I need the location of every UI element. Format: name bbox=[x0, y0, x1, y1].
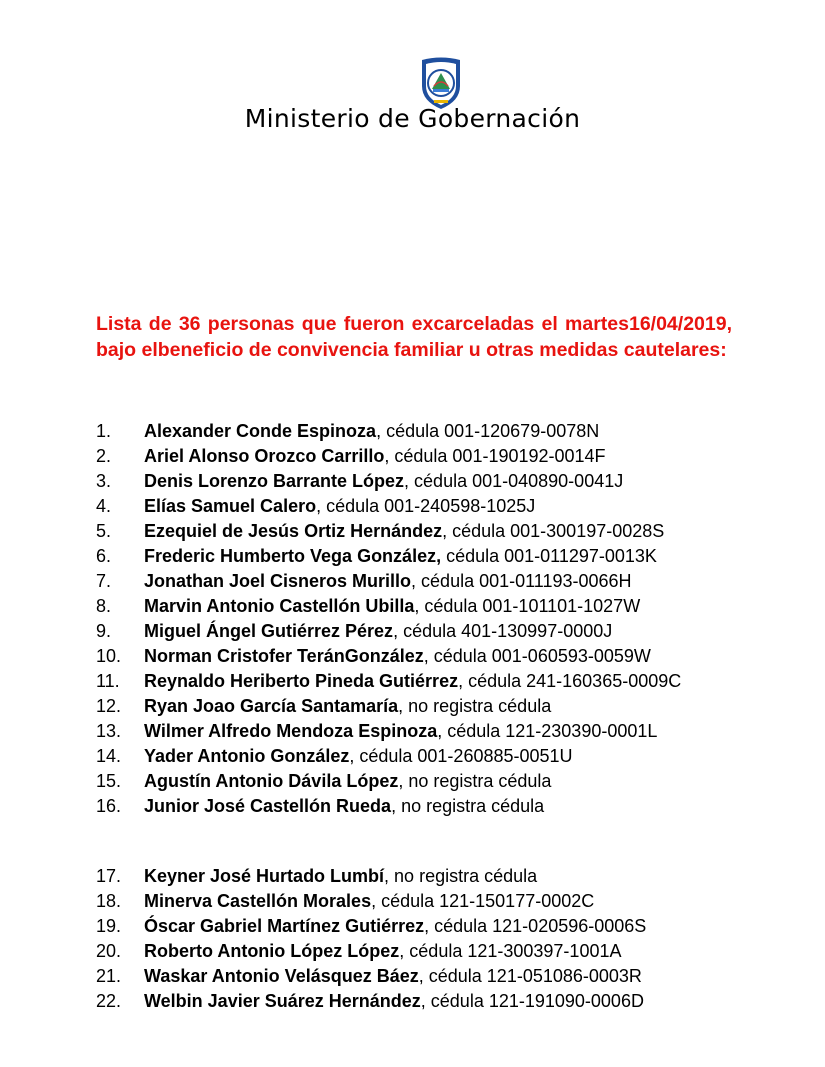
person-id-detail: , cédula 121-300397-1001A bbox=[399, 941, 622, 961]
person-name: Ryan Joao García Santamaría bbox=[144, 696, 399, 716]
list-item bbox=[96, 569, 681, 594]
person-name: Welbin Javier Suárez Hernández bbox=[144, 991, 421, 1011]
item-number: 16. bbox=[96, 796, 122, 816]
person-id-detail: cédula 001-011297-0013K bbox=[441, 546, 657, 566]
ministry-title: Ministerio de Gobernación bbox=[244, 104, 581, 133]
person-id-detail: , cédula 121-051086-0003R bbox=[418, 966, 642, 986]
list-item bbox=[96, 644, 681, 669]
item-number: 12. bbox=[96, 696, 122, 716]
coat-of-arms-icon bbox=[419, 56, 463, 110]
person-name: Ariel Alonso Orozco Carrillo bbox=[144, 446, 385, 466]
person-id-detail: , cédula 121-230390-0001L bbox=[437, 721, 658, 741]
item-number: 14. bbox=[96, 746, 122, 766]
person-id-detail: , cédula 121-020596-0006S bbox=[424, 916, 647, 936]
person-name: Elías Samuel Calero bbox=[144, 496, 317, 516]
person-id-detail: , cédula 001-120679-0078N bbox=[376, 421, 600, 441]
person-id-detail: , cédula 121-150177-0002C bbox=[371, 891, 595, 911]
list-item bbox=[96, 939, 646, 964]
person-id-detail: , cédula 001-040890-0041J bbox=[404, 471, 624, 491]
person-id-detail: , cédula 001-011193-0066H bbox=[411, 571, 632, 591]
list-item bbox=[96, 694, 681, 719]
list-item bbox=[96, 744, 681, 769]
item-number: 19. bbox=[96, 916, 122, 936]
list-item bbox=[96, 914, 646, 939]
person-name: Yader Antonio González bbox=[144, 746, 350, 766]
person-id-detail: , no registra cédula bbox=[384, 866, 538, 886]
ministry-logo bbox=[419, 56, 463, 110]
person-id-detail: , cédula 001-190192-0014F bbox=[384, 446, 606, 466]
person-id-detail: , cédula 001-060593-0059W bbox=[423, 646, 651, 666]
person-name: Miguel Ángel Gutiérrez Pérez bbox=[144, 621, 394, 641]
person-name: Waskar Antonio Velásquez Báez bbox=[144, 966, 419, 986]
person-name: Minerva Castellón Morales bbox=[144, 891, 372, 911]
item-number: 17. bbox=[96, 866, 122, 886]
person-id-detail: , no registra cédula bbox=[391, 796, 545, 816]
person-id-detail: , cédula 001-240598-1025J bbox=[316, 496, 536, 516]
item-number: 13. bbox=[96, 721, 122, 741]
item-number: 22. bbox=[96, 991, 122, 1011]
list-item bbox=[96, 889, 646, 914]
person-name: Agustín Antonio Dávila López bbox=[144, 771, 399, 791]
person-name: Junior José Castellón Rueda bbox=[144, 796, 392, 816]
item-number: 8. bbox=[96, 596, 112, 616]
item-number: 5. bbox=[96, 521, 112, 541]
person-id-detail: , cédula 241-160365-0009C bbox=[458, 671, 682, 691]
list-item bbox=[96, 794, 681, 819]
list-item bbox=[96, 469, 681, 494]
item-number: 11. bbox=[96, 671, 120, 691]
person-name: Óscar Gabriel Martínez Gutiérrez bbox=[144, 916, 425, 936]
list-item bbox=[96, 989, 646, 1014]
list-item bbox=[96, 769, 681, 794]
list-headline: Lista de 36 personas que fueron excarceladas el martes16/04/2019, bajo elbeneficio de convivencia familiar u otras medidas cautelares: bbox=[96, 313, 732, 361]
item-number: 10. bbox=[96, 646, 122, 666]
list-item bbox=[96, 544, 681, 569]
item-number: 9. bbox=[96, 621, 112, 641]
list-item bbox=[96, 444, 681, 469]
person-name: Keyner José Hurtado Lumbí bbox=[144, 866, 385, 886]
person-name: Frederic Humberto Vega González, bbox=[144, 546, 442, 566]
list-item bbox=[96, 594, 681, 619]
list-item bbox=[96, 419, 681, 444]
released-list-part-2 bbox=[96, 864, 646, 1014]
person-name: Marvin Antonio Castellón Ubilla bbox=[144, 596, 415, 616]
item-number: 21. bbox=[96, 966, 122, 986]
item-number: 2. bbox=[96, 446, 112, 466]
item-number: 7. bbox=[96, 571, 112, 591]
person-name: Alexander Conde Espinoza bbox=[144, 421, 377, 441]
person-id-detail: , no registra cédula bbox=[398, 696, 552, 716]
person-name: Ezequiel de Jesús Ortiz Hernández bbox=[144, 521, 443, 541]
person-name: Wilmer Alfredo Mendoza Espinoza bbox=[144, 721, 438, 741]
person-name: Roberto Antonio López López bbox=[144, 941, 400, 961]
person-id-detail: , cédula 001-300197-0028S bbox=[442, 521, 665, 541]
list-item bbox=[96, 964, 646, 989]
person-name: Norman Cristofer TeránGonzález bbox=[144, 646, 424, 666]
list-item bbox=[96, 864, 646, 889]
person-id-detail: , no registra cédula bbox=[398, 771, 552, 791]
person-id-detail: , cédula 121-191090-0006D bbox=[420, 991, 644, 1011]
item-number: 3. bbox=[96, 471, 112, 491]
list-item bbox=[96, 669, 681, 694]
list-item bbox=[96, 619, 681, 644]
item-number: 18. bbox=[96, 891, 122, 911]
list-item bbox=[96, 494, 681, 519]
person-name: Jonathan Joel Cisneros Murillo bbox=[144, 571, 412, 591]
item-number: 6. bbox=[96, 546, 112, 566]
list-item bbox=[96, 719, 681, 744]
person-id-detail: , cédula 001-101101-1027W bbox=[414, 596, 641, 616]
released-list-part-1 bbox=[96, 419, 681, 819]
person-name: Reynaldo Heriberto Pineda Gutiérrez bbox=[144, 671, 459, 691]
person-id-detail: , cédula 401-130997-0000J bbox=[393, 621, 613, 641]
item-number: 1. bbox=[96, 421, 112, 441]
item-number: 15. bbox=[96, 771, 122, 791]
item-number: 20. bbox=[96, 941, 122, 961]
list-item bbox=[96, 519, 681, 544]
person-name: Denis Lorenzo Barrante López bbox=[144, 471, 405, 491]
item-number: 4. bbox=[96, 496, 112, 516]
person-id-detail: , cédula 001-260885-0051U bbox=[349, 746, 573, 766]
